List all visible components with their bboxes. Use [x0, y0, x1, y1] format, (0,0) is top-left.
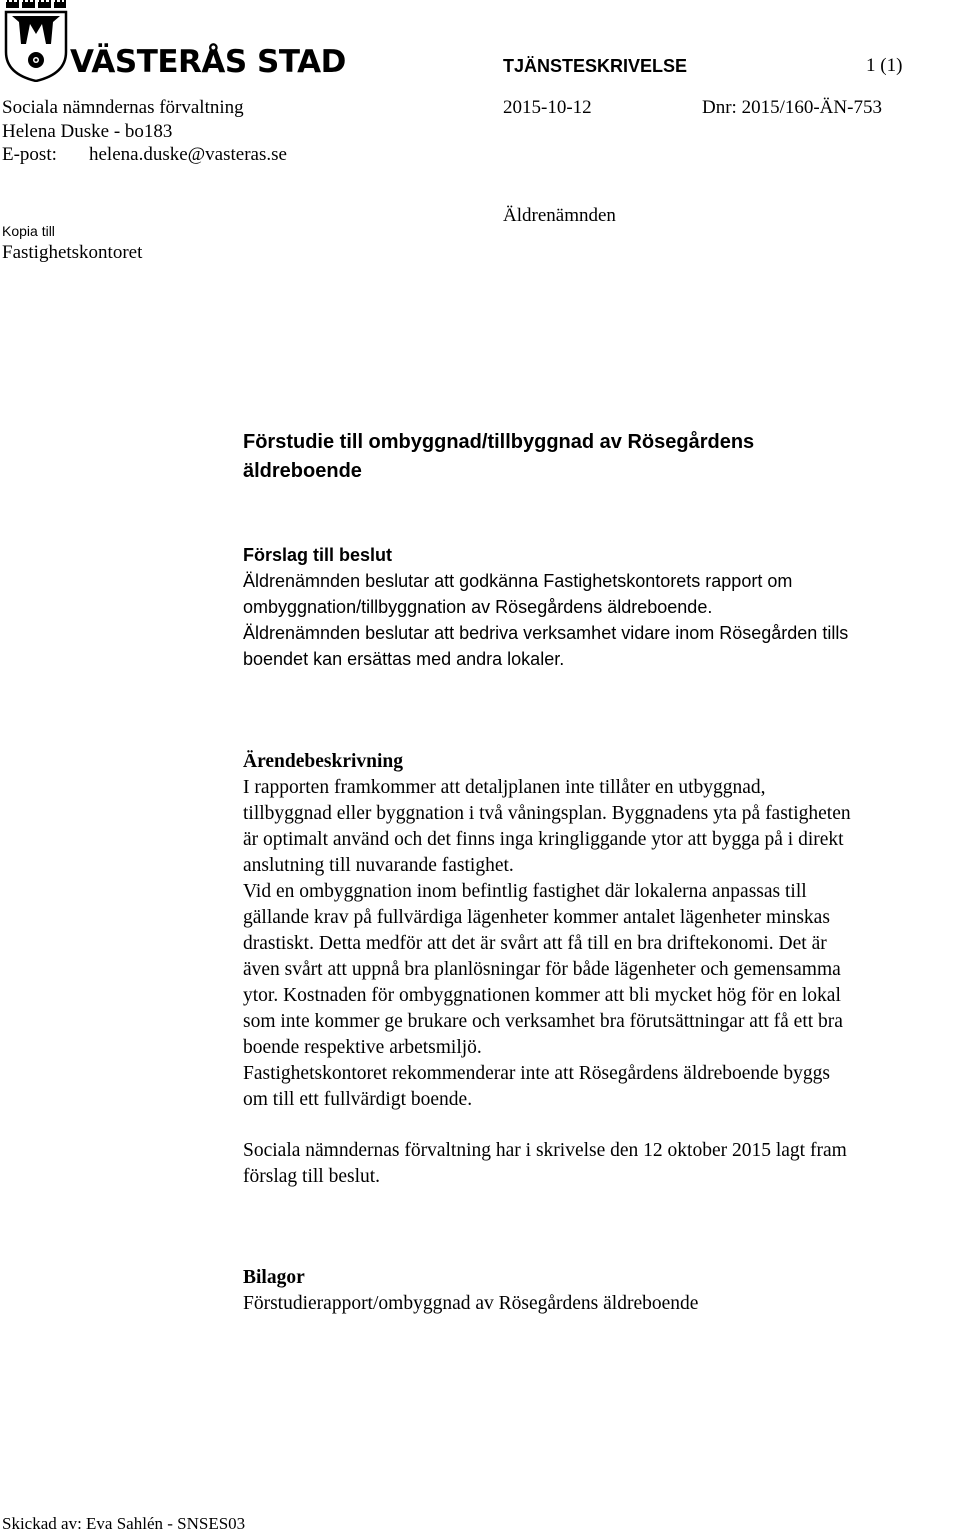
document-title: [243, 428, 754, 486]
attachments-section: [243, 1265, 698, 1317]
description-section: [243, 749, 851, 1113]
logo-text: VÄSTERÅS STAD: [70, 44, 346, 80]
sender-email-label: E-post:: [2, 144, 57, 165]
addressee: Äldrenämnden: [503, 205, 616, 226]
description-line: Vid en ombyggnation inom befintlig fastighet där lokalerna anpassas till: [243, 881, 807, 902]
proposal-line: Äldrenämnden beslutar att godkänna Fastighetskontorets rapport om: [243, 571, 793, 591]
doc-type: TJÄNSTESKRIVELSE: [503, 56, 688, 76]
description-line: boende respektive arbetsmiljö.: [243, 1037, 482, 1058]
title-line: Förstudie till ombyggnad/tillbyggnad av Rösegårdens: [243, 431, 755, 453]
description-line: gällande krav på fullvärdiga lägenheter kommer antalet lägenheter minskas: [243, 907, 830, 928]
description-line: anslutning till nuvarande fastighet.: [243, 855, 514, 876]
dnr: Dnr: 2015/160-ÄN-753: [702, 97, 882, 118]
proposal-heading: Förslag till beslut: [243, 545, 393, 565]
attachments-heading: Bilagor: [243, 1267, 305, 1288]
description-closing: [243, 1138, 847, 1190]
coat-of-arms-icon: [4, 0, 68, 82]
sender-person: Helena Duske - bo183: [2, 121, 173, 142]
description-line: tillbyggnad eller byggnation i två våningsplan. Byggnadens yta på fastigheten: [243, 803, 851, 824]
description-heading: Ärendebeskrivning: [243, 751, 403, 772]
page-number: 1 (1): [866, 55, 903, 76]
closing-line: förslag till beslut.: [243, 1166, 381, 1187]
sender-email[interactable]: helena.duske@vasteras.se: [89, 144, 287, 165]
sender-org: Sociala nämndernas förvaltning: [2, 97, 244, 118]
description-line: även svårt att uppnå bra planlösningar för både lägenheter och gemensamma: [243, 959, 841, 980]
description-line: om till ett fullvärdigt boende.: [243, 1089, 473, 1110]
description-line: I rapporten framkommer att detaljplanen inte tillåter en utbyggnad,: [243, 777, 766, 798]
description-line: Fastighetskontoret rekommenderar inte att Rösegårdens äldreboende byggs: [243, 1063, 830, 1084]
proposal-line: Äldrenämnden beslutar att bedriva verksamhet vidare inom Rösegården tills: [243, 623, 849, 643]
copy-recipient: Fastighetskontoret: [2, 242, 143, 263]
description-line: som inte kommer ge brukare och verksamhet bra förutsättningar att få ett bra: [243, 1011, 843, 1032]
proposal-line: boendet kan ersättas med andra lokaler.: [243, 649, 565, 669]
closing-line: Sociala nämndernas förvaltning har i skrivelse den 12 oktober 2015 lagt fram: [243, 1140, 847, 1161]
description-line: drastiskt. Detta medför att det är svårt att få till en bra driftekonomi. Det är: [243, 933, 827, 954]
title-line: äldreboende: [243, 460, 362, 482]
description-line: är optimalt använd och det finns inga kringliggande ytor att bygga på i direkt: [243, 829, 844, 850]
copy-label: Kopia till: [2, 223, 55, 239]
description-line: ytor. Kostnaden för ombyggnationen kommer att bli mycket hög för en lokal: [243, 985, 841, 1006]
proposal-section: [243, 542, 848, 672]
footer-sent-by: Skickad av: Eva Sahlén - SNSES03: [2, 1514, 246, 1533]
proposal-line: ombyggnation/tillbyggnation av Rösegårdens äldreboende.: [243, 597, 713, 617]
attachment-item: Förstudierapport/ombyggnad av Rösegårdens äldreboende: [243, 1293, 699, 1314]
document-date: 2015-10-12: [503, 97, 592, 118]
logo: [4, 0, 346, 82]
